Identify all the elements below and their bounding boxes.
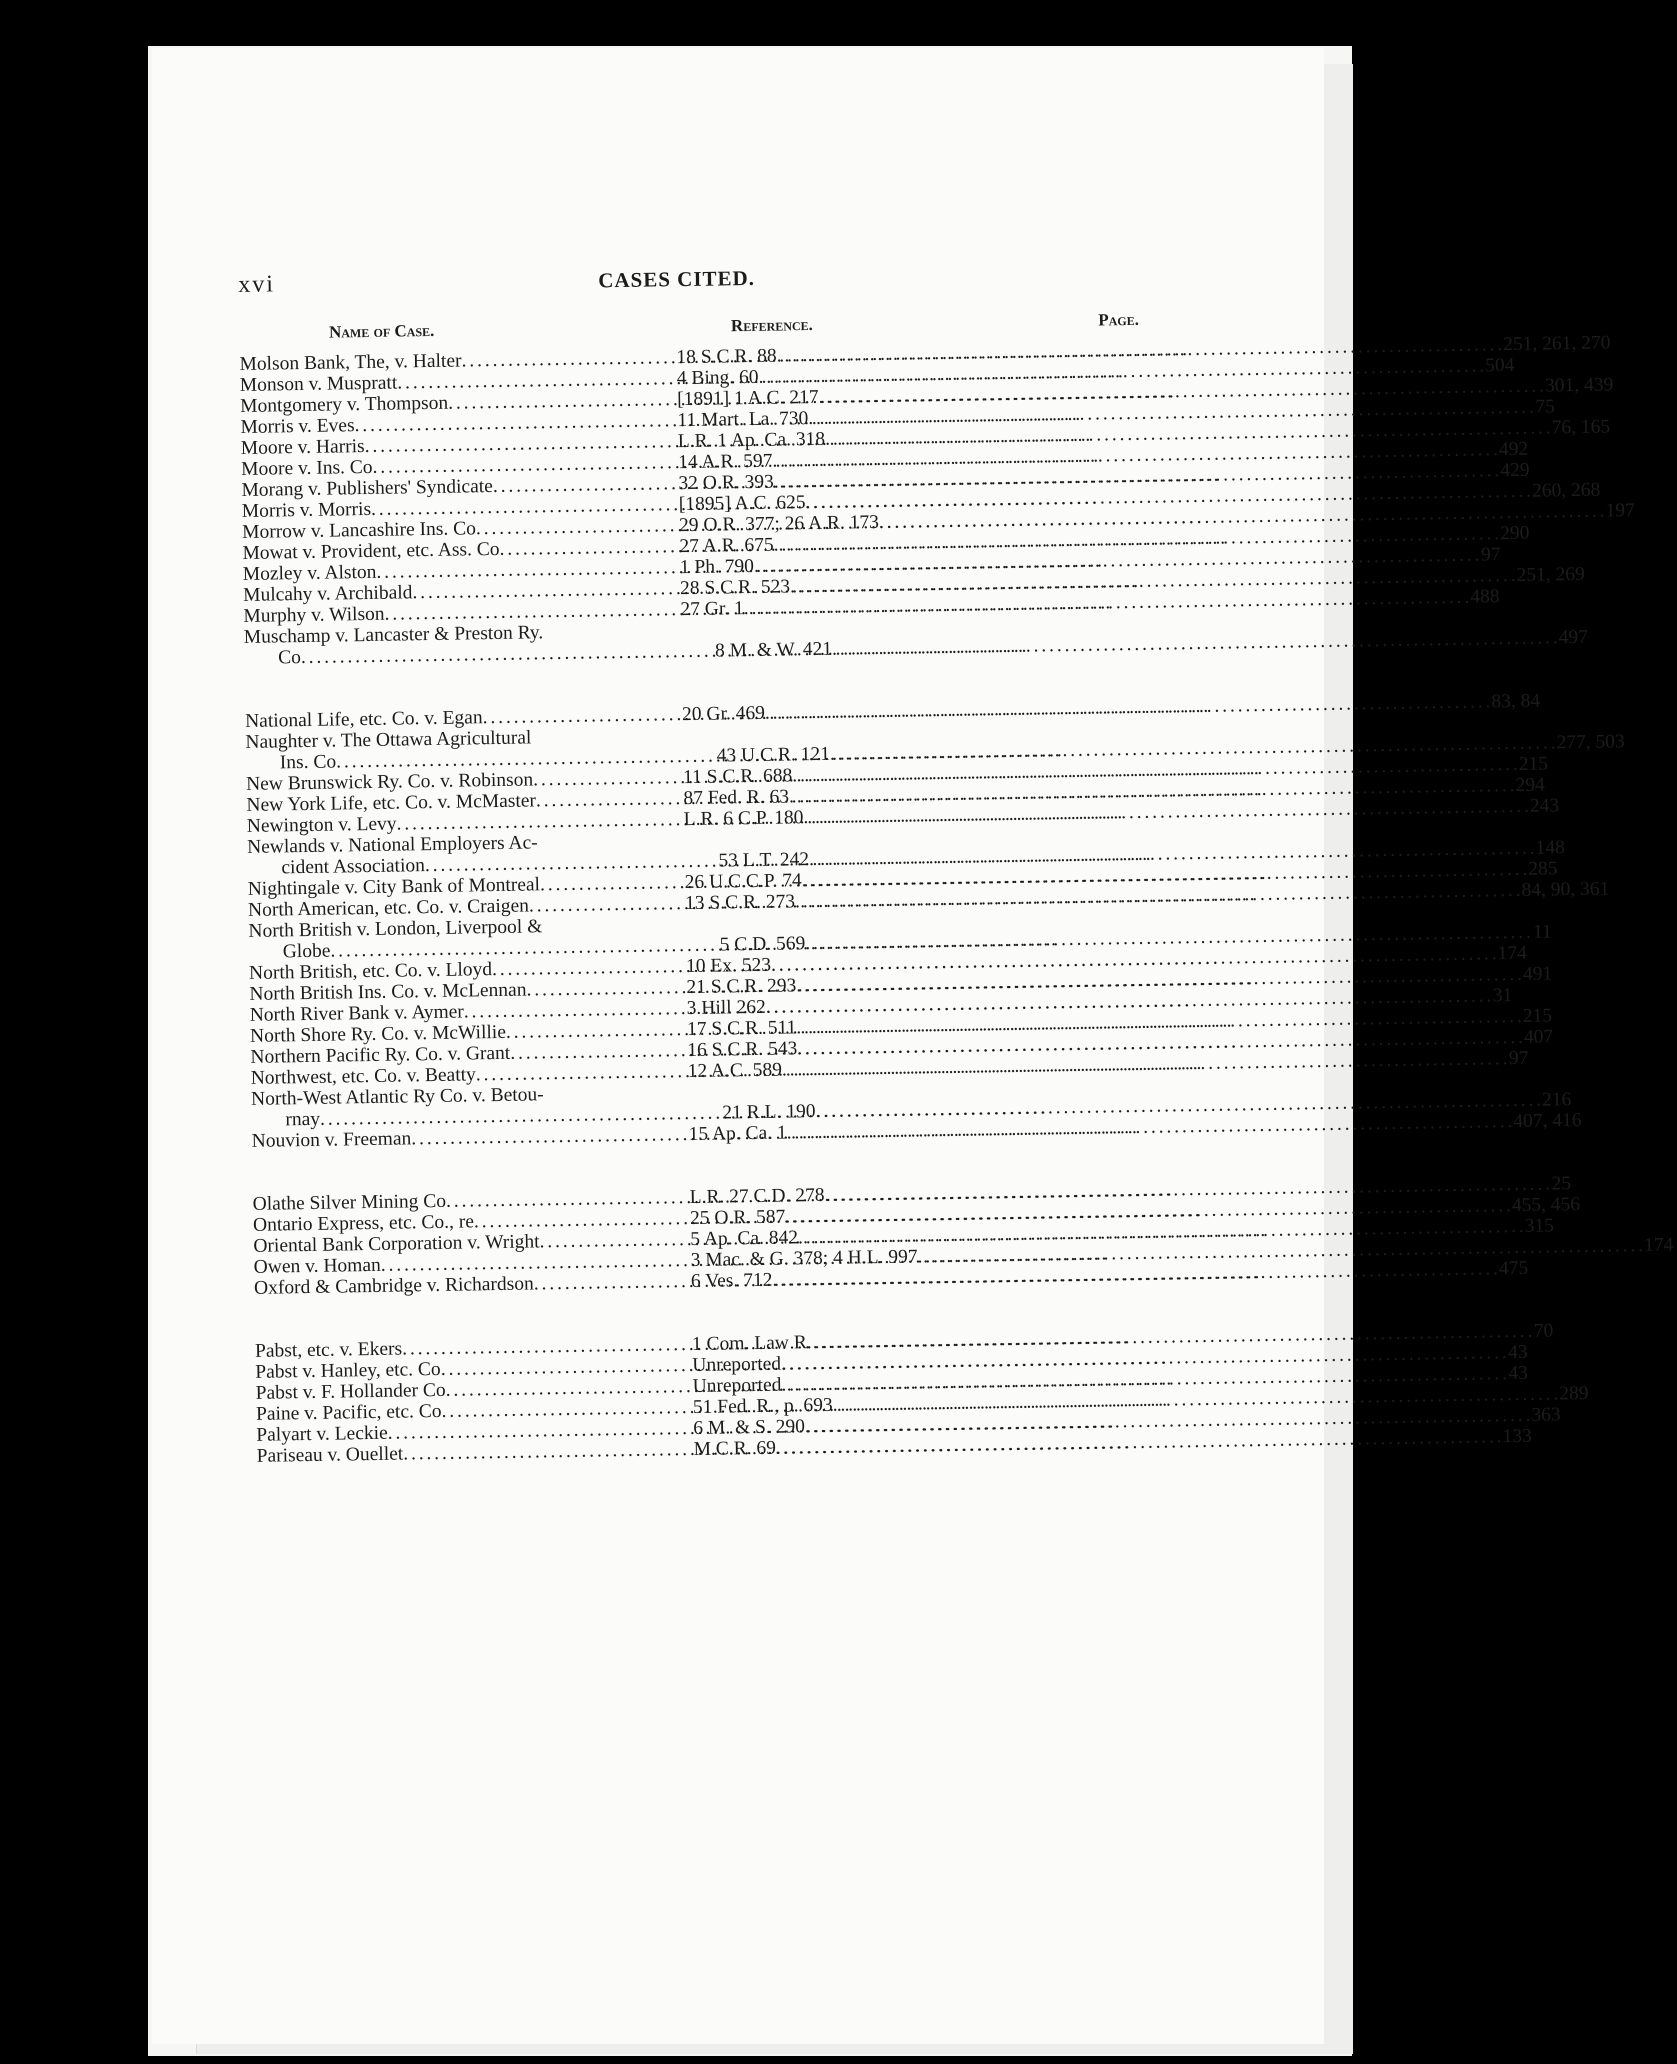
case-name-line: North British v. London, Liverpool & xyxy=(248,916,543,942)
case-page: 429 xyxy=(1500,459,1530,482)
column-header-page: Page. xyxy=(1098,309,1140,330)
case-page: 216 xyxy=(1541,1089,1572,1111)
case-name: rnay xyxy=(285,1108,321,1131)
case-name: New Brunswick Ry. Co. v. Robinson xyxy=(245,769,534,795)
case-page: 260, 268 xyxy=(1531,479,1601,502)
case-name: Montgomery v. Thompson xyxy=(240,392,449,417)
case-reference: 87 Fed. R. 63 xyxy=(683,786,790,810)
case-name: National Life, etc. Co. v. Egan xyxy=(244,707,483,732)
case-reference: 14 A.R. 597 xyxy=(677,450,773,474)
case-name: Murphy v. Wilson xyxy=(243,603,385,627)
case-group xyxy=(244,690,1625,1152)
case-page: 363 xyxy=(1531,1404,1561,1426)
case-page: 43 xyxy=(1507,1341,1528,1364)
case-reference: M.C.R. 69 xyxy=(693,1437,777,1460)
case-name: North British Ins. Co. v. McLennan xyxy=(249,979,527,1005)
case-page: 43 xyxy=(1508,1362,1529,1385)
case-name: Oxford & Cambridge v. Richardson xyxy=(253,1273,534,1299)
case-reference: 5 C.D. 569 xyxy=(719,933,806,956)
case-reference: 21 S.C.R. 293 xyxy=(686,975,797,999)
case-name: Nouvion v. Freeman xyxy=(251,1128,412,1152)
case-name: Mozley v. Alston xyxy=(242,561,377,585)
case-page: 25 xyxy=(1551,1173,1572,1195)
case-name: Northwest, etc. Co. v. Beatty xyxy=(250,1064,476,1089)
case-group xyxy=(252,1173,1674,1299)
column-header-reference: Reference. xyxy=(730,314,813,336)
case-list xyxy=(239,332,1674,1467)
case-page: 315 xyxy=(1524,1215,1555,1237)
case-name-line: Naughter v. The Ottawa Agricultural xyxy=(245,727,532,753)
page-number: xvi xyxy=(238,271,276,298)
case-name: North British, etc. Co. v. Lloyd xyxy=(248,959,493,984)
case-reference: 27 Gr. 1 xyxy=(680,598,744,621)
case-name: Owen v. Homan xyxy=(253,1254,381,1278)
case-name: Morris v. Eves xyxy=(240,415,355,438)
case-reference: 4 Bing. 60 xyxy=(676,366,759,390)
case-page: 243 xyxy=(1529,795,1560,817)
case-name: Newington v. Levy xyxy=(246,813,397,837)
case-reference: 3 Mac. & G. 378; 4 H.L. 997 xyxy=(690,1246,918,1272)
case-name: Co xyxy=(277,647,302,669)
case-page: 289 xyxy=(1559,1382,1589,1405)
case-name: Mulcahy v. Archibald xyxy=(242,582,413,606)
case-name: Pabst v. Hanley, etc. Co xyxy=(255,1358,441,1383)
case-reference: 5 Ap. Ca. 842 xyxy=(690,1227,799,1251)
case-name: Morrow v. Lancashire Ins. Co xyxy=(241,518,477,543)
case-page: 75 xyxy=(1535,396,1556,418)
case-page: 488 xyxy=(1470,586,1500,608)
case-page: 97 xyxy=(1480,544,1501,566)
case-name: Moore v. Ins. Co xyxy=(241,456,373,480)
case-page: 301, 439 xyxy=(1544,374,1614,397)
case-page: 251, 269 xyxy=(1516,563,1586,586)
case-name: Ontario Express, etc. Co., re xyxy=(252,1211,475,1236)
case-page: 475 xyxy=(1498,1257,1529,1280)
case-reference: 27 A.R. 675 xyxy=(679,534,774,558)
case-reference: Unreported xyxy=(692,1374,782,1397)
case-reference: L.R. 1 Ap. Ca. 318 xyxy=(677,428,826,453)
case-page: 504 xyxy=(1484,354,1515,377)
case-page: 174 xyxy=(1497,942,1528,965)
case-page: 215 xyxy=(1518,753,1549,775)
case-page: 290 xyxy=(1500,522,1530,545)
case-reference: 6 Ves. 712 xyxy=(690,1269,773,1293)
case-reference: 15 Ap. Ca. 1 xyxy=(688,1122,787,1146)
running-title: CASES CITED. xyxy=(598,265,756,293)
case-name: Molson Bank, The, v. Halter xyxy=(239,350,462,375)
case-reference: 3 Hill 262 xyxy=(686,996,766,1020)
case-name: Palyart v. Leckie xyxy=(256,1422,388,1446)
case-reference: L.R. 27 C.D. 278 xyxy=(689,1184,825,1209)
case-reference: 18 S.C.R. 88 xyxy=(676,345,777,369)
case-name: Moore v. Harris xyxy=(240,436,365,459)
case-page: 407 xyxy=(1523,1026,1554,1048)
case-page: 407, 416 xyxy=(1513,1110,1582,1133)
case-reference: 6 M. & S. 290 xyxy=(693,1416,806,1439)
case-page: 133 xyxy=(1502,1425,1532,1448)
case-reference: 21 R.L. 190 xyxy=(722,1101,816,1124)
case-reference: [1895] A.C. 625 xyxy=(678,492,806,516)
case-page: 97 xyxy=(1508,1047,1529,1070)
case-page: 197 xyxy=(1605,500,1635,522)
case-name: North American, etc. Co. v. Craigen xyxy=(247,895,530,921)
case-name: Ins. Co xyxy=(279,751,337,774)
case-reference: [1891] 1 A.C. 217 xyxy=(676,386,819,411)
case-page: 497 xyxy=(1558,626,1589,649)
case-name-line: Newlands v. National Employers Ac- xyxy=(246,832,538,858)
case-reference: 51 Fed. R., p. 693 xyxy=(692,1394,833,1418)
case-name: Pabst v. F. Hollander Co xyxy=(255,1379,446,1404)
case-name: Pariseau v. Ouellet xyxy=(256,1443,404,1467)
case-name: Olathe Silver Mining Co xyxy=(252,1190,447,1215)
case-name-line: Muschamp v. Lancaster & Preston Ry. xyxy=(243,622,544,648)
case-page: 76, 165 xyxy=(1551,416,1611,439)
case-page: 84, 90, 361 xyxy=(1521,878,1610,901)
case-reference: 11 Mart. La. 730 xyxy=(677,408,809,432)
case-page: 251, 261, 270 xyxy=(1503,332,1611,356)
case-reference: 26 U.C.C.P. 74 xyxy=(684,870,802,894)
case-reference: 8 M. & W. 421 xyxy=(714,638,833,662)
case-page: 215 xyxy=(1522,1005,1553,1027)
case-page: 277, 503 xyxy=(1556,731,1625,754)
case-page: 70 xyxy=(1533,1320,1554,1342)
case-name: Oriental Bank Corporation v. Wright xyxy=(253,1231,540,1257)
case-page: 83, 84 xyxy=(1491,690,1541,713)
case-page: 455, 456 xyxy=(1511,1194,1581,1217)
case-name: North River Bank v. Aymer xyxy=(249,1001,465,1026)
case-name: New York Life, etc. Co. v. McMaster xyxy=(246,790,537,816)
case-page: 491 xyxy=(1522,963,1553,985)
case-name: Paine v. Pacific, etc. Co xyxy=(255,1400,442,1425)
case-name: Globe xyxy=(282,940,331,963)
case-name: cident Association xyxy=(281,855,426,879)
case-name: Morang v. Publishers' Syndicate xyxy=(241,476,494,501)
case-page: 492 xyxy=(1498,438,1529,461)
case-reference: 20 Gr. 469 xyxy=(681,702,766,726)
case-reference: 10 Ex. 523 xyxy=(685,954,772,978)
case-reference: Unreported xyxy=(692,1353,782,1376)
case-reference: L.R. 6 C.P. 180 xyxy=(683,807,804,831)
case-page: 174 xyxy=(1643,1234,1674,1257)
case-reference: 1 Ph. 790 xyxy=(679,555,755,579)
case-reference: 11 S.C.R. 688 xyxy=(682,765,793,789)
case-name: North Shore Ry. Co. v. McWillie xyxy=(249,1021,507,1047)
case-reference: 1 Com. Law R xyxy=(691,1332,807,1356)
case-reference: 43 U.C.R. 121 xyxy=(716,743,831,767)
case-name: Nightingale v. City Bank of Montreal xyxy=(247,874,541,900)
case-name: Mowat v. Provident, etc. Ass. Co xyxy=(242,538,500,564)
case-reference: 28 S.C.R. 523 xyxy=(679,576,791,600)
case-reference: 32 O.R. 393 xyxy=(678,471,774,495)
case-reference: 13 S.C.R. 273 xyxy=(684,891,796,915)
case-page: 294 xyxy=(1515,774,1545,796)
case-page: 148 xyxy=(1535,837,1565,859)
column-header-name: Name of Case. xyxy=(328,320,435,342)
case-page: 31 xyxy=(1492,985,1513,1007)
case-name: Northern Pacific Ry. Co. v. Grant xyxy=(250,1042,511,1068)
case-name: Morris v. Morris xyxy=(241,498,372,522)
case-reference: 12 A.C. 589 xyxy=(687,1059,783,1083)
case-reference: 53 L.T. 242 xyxy=(718,849,810,872)
case-group xyxy=(254,1320,1589,1467)
case-name-line: North-West Atlantic Ry Co. v. Betou- xyxy=(250,1084,544,1110)
case-page: 285 xyxy=(1528,858,1558,880)
case-name: Monson v. Muspratt xyxy=(239,372,398,396)
case-page: 11 xyxy=(1532,921,1552,943)
case-reference: 17 S.C.R. 511 xyxy=(686,1017,797,1041)
page-content xyxy=(238,254,1674,1509)
case-group xyxy=(239,332,1635,669)
case-name: Pabst, etc. v. Ekers xyxy=(254,1338,403,1362)
case-reference: 25 O.R. 587 xyxy=(689,1206,786,1230)
case-reference: 16 S.C.R. 543 xyxy=(687,1038,798,1062)
case-reference: 29 O.R. 377; 26 A.R. 173 xyxy=(678,511,880,537)
